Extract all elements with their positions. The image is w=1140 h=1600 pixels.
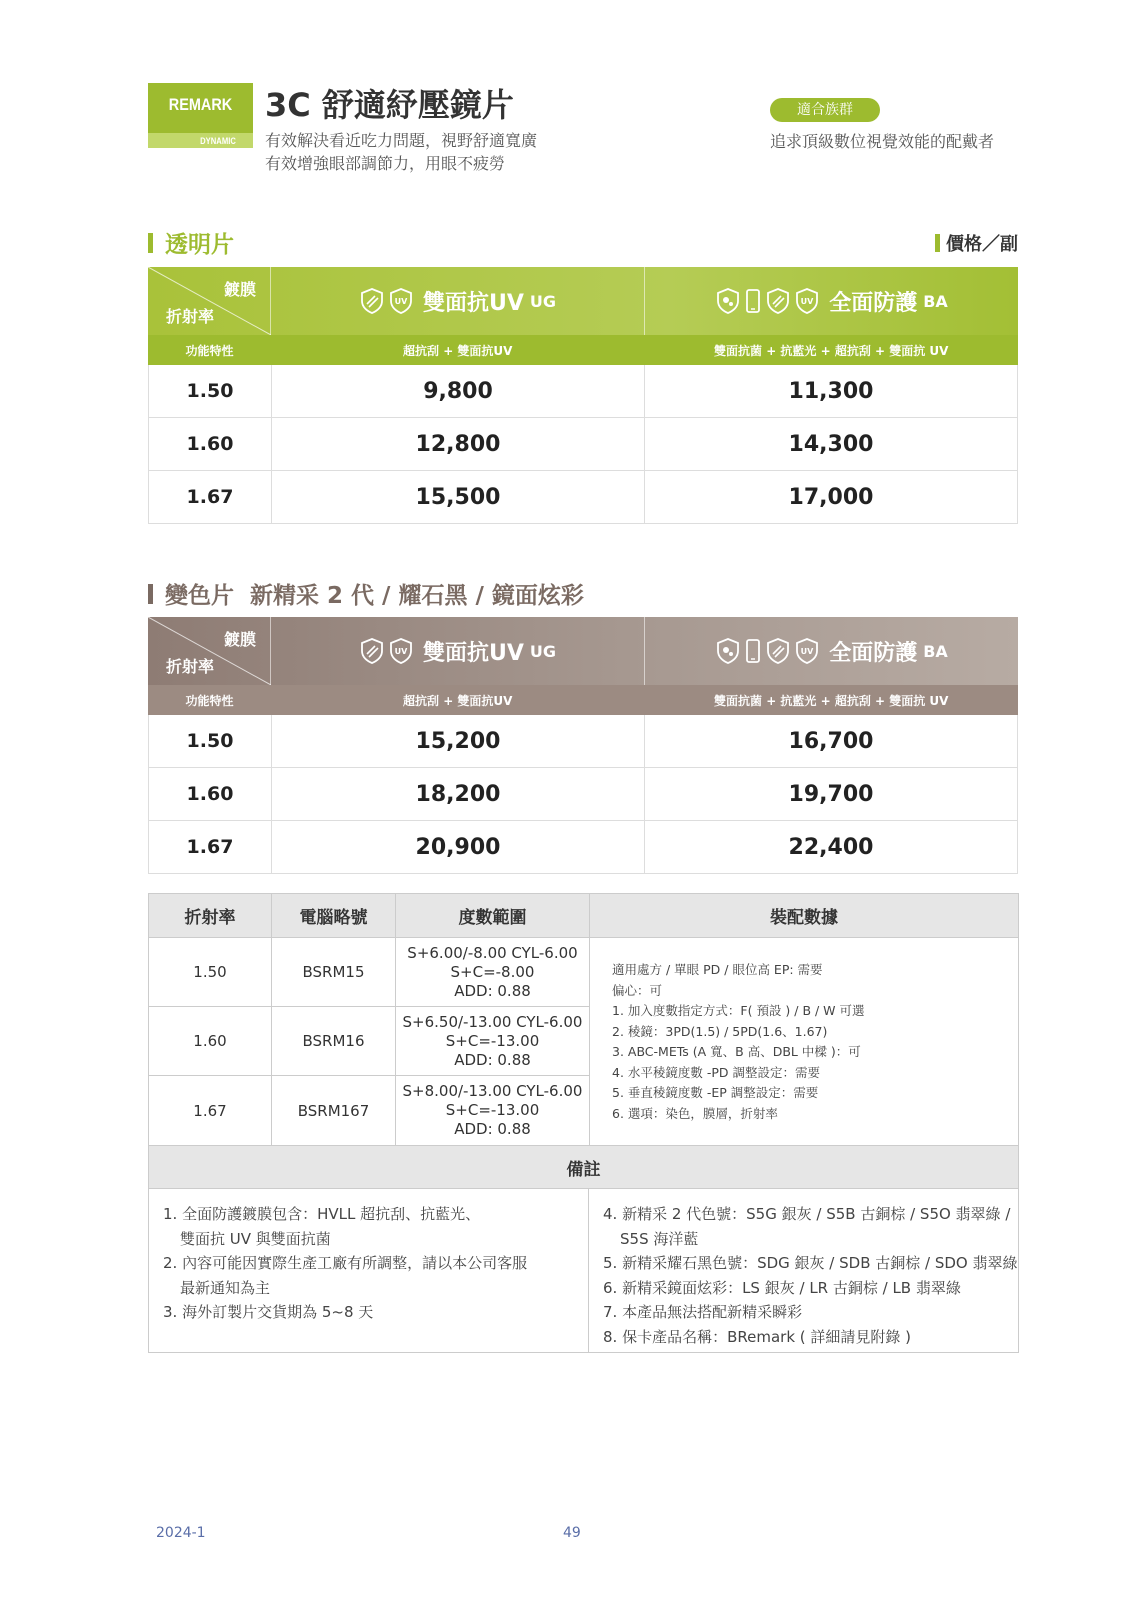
spec-header-range: 度數範圍 (396, 894, 590, 937)
table-row (149, 1076, 590, 1145)
uv-shield-icon (388, 287, 414, 315)
page-title: 3C 舒適紓壓鏡片 (265, 86, 514, 124)
header-corner-cell (148, 617, 271, 685)
fitting-data (590, 938, 1018, 1145)
page-number: 49 (563, 1525, 581, 1541)
ug-name: 雙面抗UV (422, 290, 524, 316)
notes-right (589, 1189, 1018, 1352)
fitting-line: 偏心：可 (612, 982, 663, 998)
spec-header-index: 折射率 (149, 894, 272, 937)
spec-header-code: 電腦略號 (272, 894, 396, 937)
table-row (148, 715, 1018, 768)
target-group-text: 追求頂級數位視覺效能的配戴者 (770, 132, 995, 151)
fitting-line: 2. 稜鏡：3PD(1.5) / 5PD(1.6、1.67) (612, 1023, 828, 1039)
feature-row (148, 685, 1018, 715)
table-row (149, 938, 590, 1007)
photochromic-heading (148, 577, 584, 610)
table-row (148, 821, 1018, 874)
spec-rows (149, 938, 590, 1145)
ba-price: 16,700 (788, 728, 874, 754)
fitting-line: 3. ABC-METs (A 寬、B 高、DBL 中樑 )：可 (612, 1044, 861, 1059)
ug-price: 15,200 (272, 715, 645, 767)
spec-code: BSRM15 (272, 938, 396, 1006)
range-line: ADD: 0.88 (454, 1050, 531, 1069)
note-line: 2. 內容可能因實際生產工廠有所調整，請以本公司客服 (163, 1254, 528, 1272)
table-row (148, 471, 1018, 524)
fitting-line: 4. 水平稜鏡度數 -PD 調整設定：需要 (612, 1064, 821, 1080)
spec-index: 1.50 (149, 938, 272, 1006)
spec-range (396, 938, 590, 1006)
column-ba (645, 267, 1018, 335)
spec-index: 1.60 (149, 1007, 272, 1075)
header-corner-cell (148, 267, 271, 335)
clear-lens-heading (148, 226, 234, 259)
phone-icon (744, 637, 762, 665)
note-line: S5S 海洋藍 (620, 1229, 699, 1248)
fitting-line: 1. 加入度數指定方式：F( 預設 ) / B / W 可選 (612, 1003, 865, 1018)
description-line-2: 有效增強眼部調節力，用眼不疲勞 (265, 154, 506, 173)
ug-price: 9,800 (272, 365, 645, 417)
svg-text:UV: UV (394, 297, 408, 306)
svg-text:UV: UV (800, 297, 814, 306)
ba-tag: BA (923, 291, 948, 311)
ug-tag: UG (529, 641, 557, 661)
range-line: S+6.50/-13.00 CYL-6.00 (402, 1012, 583, 1031)
ug-price: 20,900 (272, 821, 645, 873)
antibacterial-shield-icon (715, 637, 741, 665)
spec-code: BSRM16 (272, 1007, 396, 1075)
price-unit-text: 價格／副 (946, 234, 1018, 255)
shield-stripes-icon (765, 637, 791, 665)
uv-shield-icon (794, 287, 820, 315)
index-cell: 1.60 (149, 418, 272, 470)
svg-text:UV: UV (800, 647, 814, 656)
range-line: ADD: 0.88 (454, 981, 531, 1000)
note-line: 7. 本產品無法搭配新精采瞬彩 (603, 1303, 803, 1321)
ba-icons (715, 287, 823, 315)
range-line: ADD: 0.88 (454, 1120, 531, 1138)
index-cell: 1.67 (149, 471, 272, 523)
shield-stripes-icon (359, 637, 385, 665)
column-ug (271, 267, 645, 335)
clear-price-table (148, 267, 1018, 524)
ba-feature: 雙面抗菌 + 抗藍光 + 超抗刮 + 雙面抗 UV (714, 693, 949, 708)
note-line: 8. 保卡產品名稱：BRemark ( 詳細請見附錄 ) (603, 1327, 912, 1346)
spec-range (396, 1007, 590, 1075)
price-table-header (148, 617, 1018, 685)
spec-header-fitting: 裝配數據 (770, 908, 838, 928)
uv-shield-icon (388, 637, 414, 665)
uv-shield-icon (794, 637, 820, 665)
ba-price: 22,400 (788, 834, 874, 860)
note-line: 6. 新精采鏡面炫彩：LS 銀灰 / LR 古銅棕 / LB 翡翠綠 (603, 1278, 961, 1297)
notes-body (149, 1188, 1018, 1352)
photochromic-heading-text: 變色片 新精采 2 代 / 耀石黑 / 鏡面炫彩 (165, 583, 584, 609)
ba-tag: BA (923, 641, 948, 661)
feature-label: 功能特性 (185, 343, 234, 358)
shield-stripes-icon (765, 287, 791, 315)
index-label: 折射率 (166, 657, 215, 676)
spec-range (396, 1076, 590, 1145)
table-row (149, 1007, 590, 1076)
note-line: 最新通知為主 (180, 1278, 271, 1297)
ug-name: 雙面抗UV (422, 640, 524, 666)
index-label: 折射率 (166, 307, 215, 326)
heading-bar (148, 233, 153, 253)
table-row (148, 365, 1018, 418)
coating-label: 鍍膜 (223, 280, 256, 299)
photochromic-price-table (148, 617, 1018, 874)
ug-icons (359, 287, 417, 315)
shield-stripes-icon (359, 287, 385, 315)
ug-price: 12,800 (272, 418, 645, 470)
ug-icons (359, 637, 417, 665)
note-line: 5. 新精采耀石黑色號：SDG 銀灰 / SDB 古銅棕 / SDO 翡翠綠 (603, 1254, 1018, 1272)
spec-body (149, 937, 1018, 1145)
range-line: S+C=-13.00 (445, 1031, 540, 1050)
range-line: S+C=-8.00 (450, 962, 535, 981)
spec-header-row (149, 894, 1018, 937)
heading-bar (148, 584, 153, 604)
index-cell: 1.67 (149, 821, 272, 873)
ug-feature: 超抗刮 + 雙面抗UV (403, 343, 513, 358)
ug-price: 18,200 (272, 768, 645, 820)
ba-price: 19,700 (788, 781, 874, 807)
ug-feature: 超抗刮 + 雙面抗UV (403, 693, 513, 708)
clear-lens-heading-text: 透明片 (165, 232, 234, 258)
index-cell: 1.50 (149, 365, 272, 417)
note-line: 4. 新精采 2 代色號：S5G 銀灰 / S5B 古銅棕 / S5O 翡翠綠 / (603, 1205, 1011, 1223)
price-table-header (148, 267, 1018, 335)
index-cell: 1.50 (149, 715, 272, 767)
antibacterial-shield-icon (715, 287, 741, 315)
coating-label: 鍍膜 (223, 630, 256, 649)
heading-bar (935, 234, 940, 252)
note-line: 3. 海外訂製片交貨期為 5~8 天 (163, 1303, 374, 1321)
ba-price: 14,300 (788, 431, 874, 457)
phone-icon (744, 287, 762, 315)
feature-label: 功能特性 (185, 693, 234, 708)
ba-name: 全面防護 (829, 290, 918, 316)
feature-row (148, 335, 1018, 365)
logo-sub-text: DYNAMIC (200, 136, 236, 146)
index-cell: 1.60 (149, 768, 272, 820)
fitting-line: 6. 選項：染色，膜層，折射率 (612, 1105, 778, 1121)
ba-icons (715, 637, 823, 665)
fitting-line: 適用處方 / 單眼 PD / 眼位高 EP: 需要 (612, 962, 823, 977)
table-row (148, 768, 1018, 821)
target-group-badge: 適合族群 (770, 98, 880, 122)
notes-heading: 備註 (149, 1145, 1018, 1188)
ba-price: 11,300 (788, 378, 874, 404)
logo-main-text: REMARK (168, 95, 233, 114)
ba-name: 全面防護 (829, 640, 918, 666)
range-line: S+8.00/-13.00 CYL-6.00 (402, 1082, 583, 1100)
spec-code: BSRM167 (272, 1076, 396, 1145)
ba-price: 17,000 (788, 484, 874, 510)
column-ug (271, 617, 645, 685)
brand-logo (148, 83, 253, 148)
note-line: 雙面抗 UV 與雙面抗菌 (180, 1229, 331, 1248)
note-line: 1. 全面防護鍍膜包含：HVLL 超抗刮、抗藍光、 (163, 1205, 481, 1223)
spec-table (148, 893, 1019, 1353)
ba-feature: 雙面抗菌 + 抗藍光 + 超抗刮 + 雙面抗 UV (714, 343, 949, 358)
description-line-1: 有效解決看近吃力問題，視野舒適寬廣 (265, 131, 538, 150)
svg-text:UV: UV (394, 647, 408, 656)
spec-index: 1.67 (149, 1076, 272, 1145)
column-ba (645, 617, 1018, 685)
range-line: S+C=-13.00 (445, 1101, 540, 1119)
table-row (148, 418, 1018, 471)
fitting-line: 5. 垂直稜鏡度數 -EP 調整設定：需要 (612, 1085, 819, 1100)
ug-price: 15,500 (272, 471, 645, 523)
price-unit-label (935, 230, 1018, 256)
notes-left (149, 1189, 589, 1352)
edition-label: 2024-1 (156, 1525, 206, 1541)
range-line: S+6.00/-8.00 CYL-6.00 (407, 943, 578, 962)
ug-tag: UG (529, 291, 557, 311)
